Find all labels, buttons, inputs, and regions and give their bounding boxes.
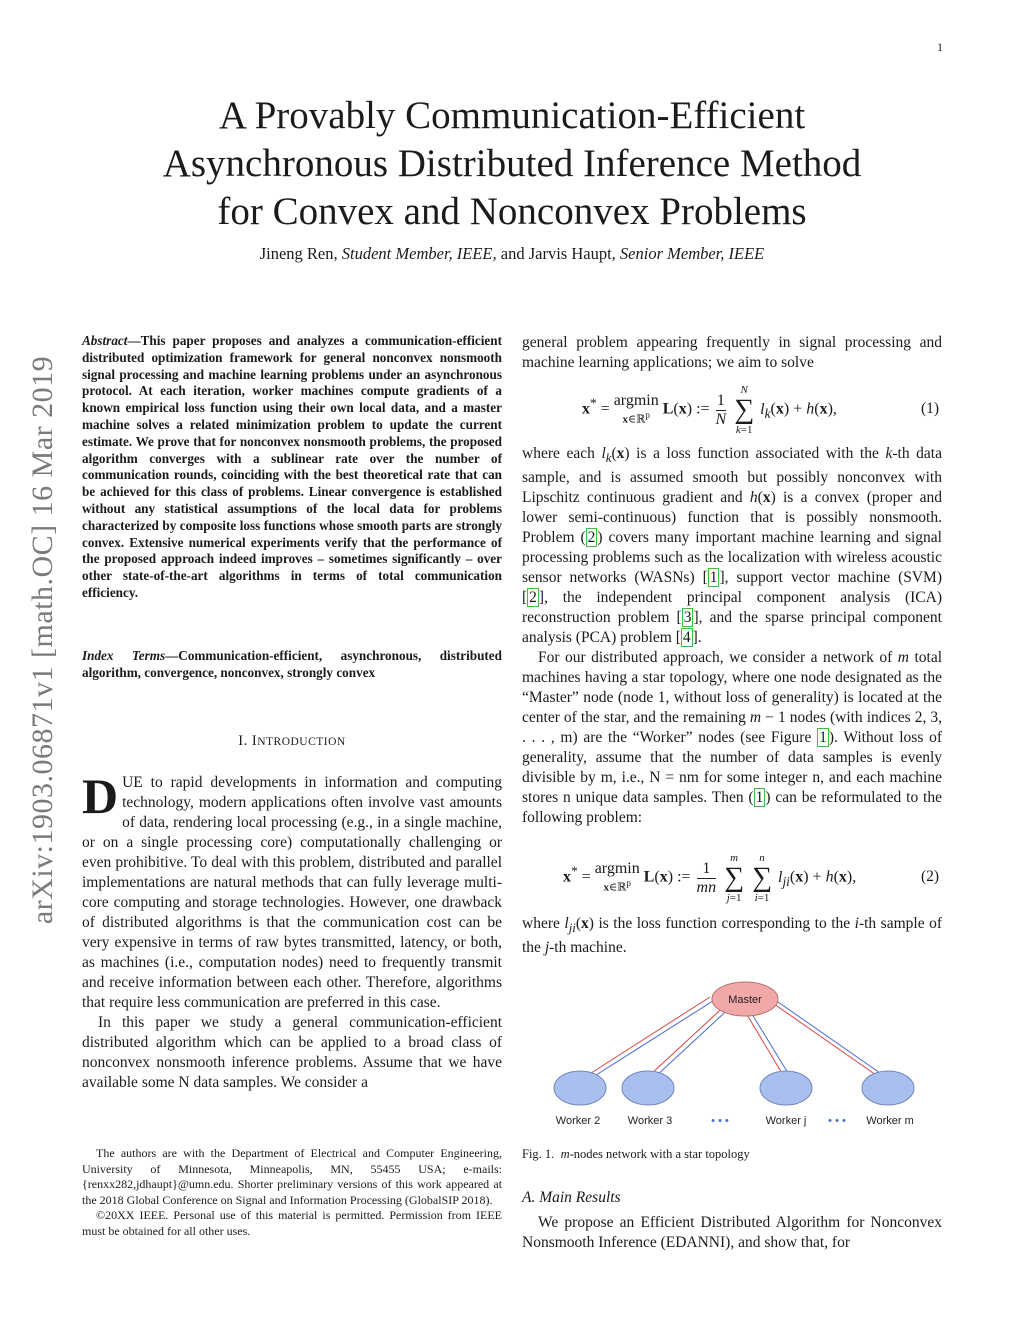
page-number: 1	[937, 40, 943, 54]
equation-2-number: (2)	[921, 868, 940, 885]
equation-1: x* = argmin x∈ℝ$^p$ L(x) := $\frac{1}{N}$ N ∑ k=1 $l_k(x) + h(x)$,	[582, 384, 837, 436]
title-line-3: for Convex and Nonconvex Problems	[217, 190, 807, 233]
edge-worker-m-master	[768, 995, 880, 1073]
abstract	[82, 333, 502, 602]
author-1-role: Student Member, IEEE,	[341, 244, 497, 263]
equation-1-number: (1)	[921, 400, 940, 417]
abstract-label: Abstract	[82, 333, 128, 348]
right-paragraph-1: where each $l_k(x)$ is a loss function associated with the k-th data sample, and is assumed smooth but possibly nonconvex with Lipschitz continuous gradient and h(x) is a convex (proper and lower semi-continuous) function that is possibly nonsmooth. Problem ( 2 ) covers many important machine learning and signal processing problems such as the localization with wireless acoustic sensor networks (WASNs) [ 1 ], support vector machine (SVM) [ 2 ], the independent principal component analysis (ICA) reconstruction problem [ 3 ], and the sparse principal component analysis (PCA) problem [ 4 ]. For our distributed approach, we consider a network of m total machines having a star topology, where one node designated as the “Master” node (node 1, without loss of generality) is located at the center of the star, and the remaining m − 1 nodes (with indices 2, 3, . . . , m) are the “Worker” nodes (see Figure 1 ). Without loss of generality, assume that the number of data samples is evenly divisible by m, i.e., N = nm for some integer n, and each machine stores n unique data samples. Then ( 1 ) can be reformulated to the following problem:	[522, 445, 943, 827]
footnote-copyright: ©20XX IEEE. Personal use of this material is permitted. Permission from IEEE must be obtained for all other uses.	[82, 1208, 502, 1238]
citation-3[interactable]: 3	[683, 609, 692, 627]
edge-master-worker-m	[764, 997, 876, 1075]
paper-title	[0, 92, 1024, 236]
subsection-main-results: A. Main Results	[522, 1189, 621, 1206]
author-2: and Jarvis Haupt,	[500, 244, 616, 263]
main-results-paragraph: We propose an Efficient Distributed Algorithm for Nonconvex Nonsmooth Inference (EDANNI), and show that, for	[522, 1214, 942, 1251]
section-heading-introduction: I. INTRODUCTION	[238, 733, 346, 749]
eq-ref-1[interactable]: 1	[755, 789, 764, 807]
arxiv-stamp	[20, 325, 66, 955]
eq-ref-2[interactable]: 2	[587, 529, 596, 547]
abstract-text: —This paper proposes and analyzes a communication-efficient distributed optimization framework for general nonconvex nonsmooth signal processing and machine learning problems under an asynchronous protocol. At each iteration, worker machines compute gradients of a known empirical loss function using their own local data, and a master machine solves a related minimization problem to update the current estimate. We prove that for nonconvex nonsmooth problems, the proposed algorithm converges with a sublinear rate over the number of communication rounds, coinciding with the best theoretical rate that can be achieved for this class of problems. Linear convergence is established without any statistical assumptions of the local data for problems characterized by composite loss functions whose smooth parts are strongly convex. Extensive numerical experiments verify that the performance of the proposed approach indeed improves – sometimes significantly – over other state-of-the-art algorithms in terms of total communication efficiency.	[82, 333, 502, 600]
index-terms	[82, 648, 502, 682]
worker-2-label: Worker 2	[555, 1115, 601, 1127]
figure-caption: Fig. 1. m-nodes network with a star topology	[522, 1147, 750, 1161]
right-paragraph-0: general problem appearing frequently in signal processing and machine learning applications; we aim to solve	[522, 334, 942, 371]
equation-2: x* = argmin x∈ℝ$^p$ L(x) := $\frac{1}{mn}$ m ∑ j=1 n ∑ i=1 $l_{ji}(x) + h(x)$,	[563, 852, 857, 904]
author-1: Jineng Ren,	[259, 244, 338, 263]
worker-3-label: Worker 3	[627, 1115, 673, 1127]
author-2-role: Senior Member, IEEE	[619, 244, 765, 263]
figure-ref-1[interactable]: 1	[819, 729, 827, 747]
master-label: Master	[728, 994, 762, 1006]
star-topology-figure	[540, 975, 940, 1135]
author-line	[0, 244, 1024, 264]
arxiv-id: arXiv:1903.06871v1 [math.OC] 16 Mar 2019	[26, 355, 59, 925]
ellipsis-dots-1: • • •	[711, 1115, 729, 1127]
intro-paragraph-2: In this paper we study a general communication-efficient distributed algorithm which can be applied to a broad class of nonconvex nonsmooth inference problems. Assume that we have available some N data samples. We consider a	[82, 1014, 502, 1091]
title-line-2: Asynchronous Distributed Inference Method	[162, 142, 862, 185]
index-terms-text: —Communication-efficient, asynchronous, distributed algorithm, convergence, nonconvex, strongly convex	[82, 648, 502, 680]
worker-3-node	[622, 1071, 674, 1105]
intro-paragraph-1: UE to rapid developments in information and computing technology, modern applications often involve vast amounts of data, rendering local processing (e.g., in a single machine, or on a single processing core) computationally challenging or even prohibitive. To deal with this problem, distributed and parallel implementations are natural methods that can fully leverage multi-core computing and storage technologies. However, one drawback of distributed algorithms is that the communication cost can be very expensive in terms of raw bytes transmitted, latency, or both, as machines (i.e., computation nodes) need to frequently transmit and receive information between each other. Therefore, algorithms that require less communication are preferred in this case.	[82, 774, 502, 1011]
edge-worker-3-master	[655, 1003, 735, 1077]
index-terms-label: Index Terms	[82, 648, 166, 663]
worker-j-node	[760, 1071, 812, 1105]
citation-1[interactable]: 1	[709, 569, 718, 587]
footnote-affiliation: The authors are with the Department of Electrical and Computer Engineering, University of Minnesota, Minneapolis, MN, 55455 USA; e-mails: {renxx282,jdhaupt}@umn.edu. Shorter preliminary versions of this work appeared at the 2018 Global Conference on Signal and Information Processing (GlobalSIP 2018).	[82, 1146, 502, 1207]
worker-m-label: Worker m	[866, 1115, 914, 1127]
footnote	[82, 1146, 502, 1239]
edge-master-worker-3	[650, 1001, 730, 1075]
title-line-1: A Provably Communication-Efficient	[218, 94, 806, 137]
dropcap: D	[82, 768, 119, 824]
worker-j-label: Worker j	[765, 1115, 807, 1127]
ellipsis-dots-2: • • •	[828, 1115, 846, 1127]
citation-2[interactable]: 2	[529, 589, 537, 607]
right-paragraph-3: where $l_{ji}(x)$ is the loss function corresponding to the i-th sample of the j-th machine.	[522, 915, 942, 957]
worker-2-node	[554, 1071, 606, 1105]
citation-4[interactable]: 4	[682, 629, 691, 647]
worker-m-node	[862, 1071, 914, 1105]
introduction-text	[82, 768, 502, 1093]
